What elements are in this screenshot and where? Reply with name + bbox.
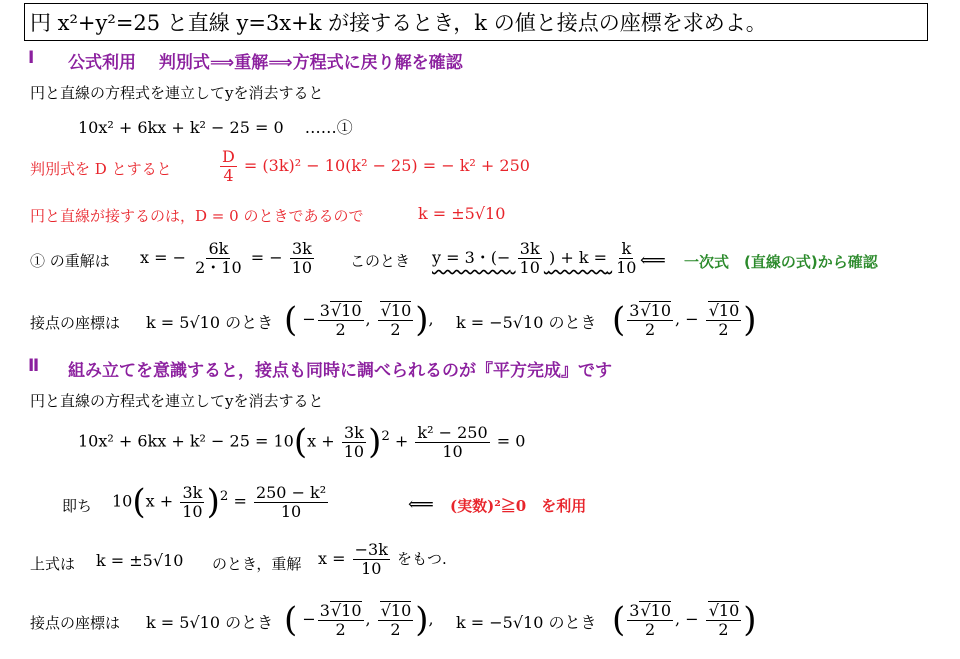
s2-eq-den2: 10 (442, 441, 463, 461)
s1-disc-label: 判別式を D とすると (30, 160, 172, 178)
s1-y-check (432, 240, 640, 277)
s2-x-eq (318, 541, 447, 578)
s2-contact-label: 接点の座標は (30, 614, 121, 632)
section2-heading: 組み立てを意識すると，接点も同時に調べられるのが『平方完成』です (68, 361, 612, 381)
s1-contact-2: k = −5√10 のとき (456, 313, 597, 332)
s2-eq2-eq: = (233, 491, 247, 511)
s2-x-den: 10 (361, 559, 382, 578)
section2-number: Ⅱ (28, 356, 40, 376)
y-den2: 10 (616, 258, 637, 277)
s2-eq-tail: = 0 (496, 431, 526, 451)
x-num2: 3k (291, 239, 312, 258)
s2-eq1: 10x² + 6kx + k² − 25 = 10(x + $\frac{3k}{10}$ )$^2$ + $\frac{\text{k² − 250}}{10}$ = 0 (78, 422, 526, 462)
x-den1: 2・10 (195, 258, 242, 277)
s1-check-note: 一次式 (直線の式)から確認 (684, 253, 878, 271)
s1-line1: 円と直線の方程式を連立してyを消去すると (30, 84, 324, 102)
s1-tangent-text: 円と直線が接するのは，D = 0 のときであるので (30, 207, 364, 225)
disc-den: 4 (223, 166, 234, 185)
s2-upper-text2: のとき，重解 (212, 555, 302, 573)
s1-contact-1: k = 5√10 のとき (146, 313, 274, 332)
s1-arrow-icon: ⟸ (640, 250, 666, 271)
s2-eq2-num2: 250 − k² (255, 482, 327, 502)
s2-contact-2: k = −5√10 のとき (456, 613, 597, 632)
x-eq-prefix: x = − (140, 248, 187, 267)
x-eq-mid: = − (250, 248, 283, 267)
y-num: 3k (519, 239, 540, 258)
s2-eq2-den2: 10 (280, 501, 302, 521)
x-den2: 10 (291, 258, 313, 277)
s1-contact-label: 接点の座標は (30, 314, 121, 332)
s2-k-value: k = ±5√10 (96, 551, 184, 570)
s2-contact-1: k = 5√10 のとき (146, 613, 274, 632)
s2-eq-inner: x + (307, 431, 335, 451)
s2-contact-2-point: ( $\frac{3√10}{2}$ , − $\frac{√10}{2}$ ) (612, 600, 757, 640)
s1-contact-1-point: ( − $\frac{3√10}{2}$ , $\frac{√10}{2}$ ), (284, 300, 434, 340)
s2-eq2-inner: x + (145, 491, 174, 511)
y-check-mid: ) + k = (549, 248, 608, 267)
s2-eq-num2: k² − 250 (417, 422, 488, 442)
s2-arrow-icon: ⟸ (408, 494, 434, 515)
s2-x-num: −3k (354, 540, 388, 559)
problem-title: 円 x²+y²=25 と直線 y=3x+k が接するとき，k の値と接点の座標を求めよ。 (30, 11, 767, 35)
s2-eq2-num: 3k (182, 482, 203, 502)
y-check-prefix: y = 3・(− (432, 248, 511, 267)
section1-number: Ⅰ (28, 48, 35, 68)
s2-sunawachi: 即ち (62, 497, 93, 515)
s2-eq-num: 3k (343, 422, 364, 442)
s1-konotoki: このとき (350, 252, 411, 270)
s2-real-note: (実数)²≧0 を利用 (450, 497, 587, 515)
s2-eq2-den: 10 (182, 501, 203, 521)
disc-rhs: = (3k)² − 10(k² − 25) = − k² + 250 (243, 156, 530, 175)
s2-eq2: 10(x + $\frac{3k}{10}$ )$^2$ = $\frac{\text{250 − k²}}{10}$ (112, 482, 327, 522)
s1-x-eq (140, 240, 316, 277)
s1-double-root-label: ① の重解は (30, 252, 110, 270)
s1-eq1: 10x² + 6kx + k² − 25 = 0 ……① (78, 118, 353, 137)
y-den: 10 (519, 258, 540, 277)
disc-num: D (222, 147, 235, 166)
s2-eq-plus: + (394, 431, 409, 451)
section1-heading: 公式利用 判別式⟹重解⟹方程式に戻り解を確認 (68, 53, 463, 73)
s2-line1: 円と直線の方程式を連立してyを消去すると (30, 392, 324, 410)
x-num1: 6k (208, 239, 229, 258)
s2-eq-den: 10 (343, 441, 365, 461)
y-num2: k (621, 239, 632, 258)
s2-upper-text: 上式は (30, 555, 76, 573)
s2-eq2-lhs: 10 (112, 491, 133, 511)
s2-contact-1-point: ( − $\frac{3√10}{2}$ , $\frac{√10}{2}$ ), (284, 600, 434, 640)
s1-contact-2-point: ( $\frac{3√10}{2}$ , − $\frac{√10}{2}$ ) (612, 300, 757, 340)
s1-k-value: k = ±5√10 (418, 204, 506, 223)
s2-x-eq-prefix: x = (318, 549, 346, 568)
s2-eq-lhs: 10x² + 6kx + k² − 25 = 10 (78, 431, 294, 451)
s2-x-tail: をもつ. (396, 550, 447, 568)
s1-disc-eq (218, 148, 530, 185)
